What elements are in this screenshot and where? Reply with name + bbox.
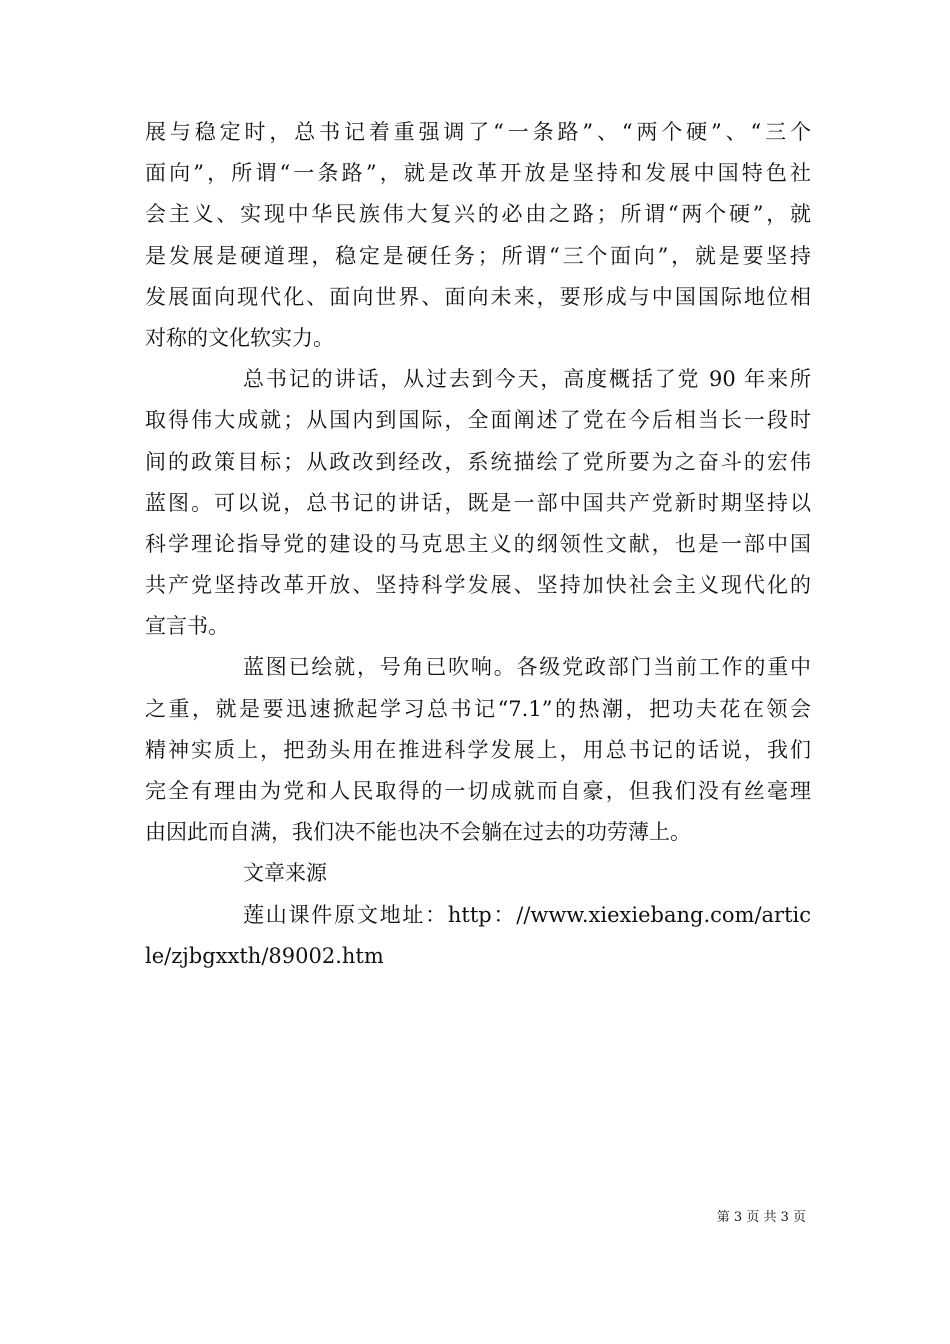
paragraph-first-line: 总书记的讲话，从过去到今天，高度概括了党 90 年来所: [243, 367, 811, 392]
text-line: 蓝图。可以说，总书记的讲话，既是一部中国共产党新时期坚持以: [145, 490, 811, 515]
page-footer: 第 3 页 共 3 页: [716, 1210, 806, 1225]
text-line: 是发展是硬道理，稳定是硬任务；所谓“三个面向”，就是要坚持: [145, 243, 811, 268]
text-line: 对称的文化软实力。: [145, 325, 334, 350]
source-url-line[interactable]: 莲山课件原文地址：http：//www.xiexiebang.com/artic: [243, 902, 811, 927]
text-line: 展与稳定时，总书记着重强调了“一条路”、“两个硬”、“三个: [145, 120, 811, 144]
paragraph-first-line: 蓝图已绘就，号角已吹响。各级党政部门当前工作的重中: [243, 655, 811, 680]
text-line: 面向”，所谓“一条路”，就是改革开放是坚持和发展中国特色社: [145, 161, 811, 186]
text-line: 完全有理由为党和人民取得的一切成就而自豪，但我们没有丝毫理: [145, 779, 811, 803]
text-line: 会主义、实现中华民族伟大复兴的必由之路；所谓“两个硬”，就: [145, 202, 811, 227]
text-line: 取得伟大成就；从国内到国际，全面阐述了党在今后相当长一段时: [145, 408, 811, 433]
source-label: 文章来源: [243, 861, 327, 886]
body-text: [145, 112, 811, 977]
source-url-line[interactable]: le/zjbgxxth/89002.htm: [145, 943, 384, 968]
text-line: 发展面向现代化、面向世界、面向未来，要形成与中国国际地位相: [145, 284, 811, 309]
text-line: 宣言书。: [145, 614, 229, 639]
text-line: 共产党坚持改革开放、坚持科学发展、坚持加快社会主义现代化的: [145, 573, 811, 598]
text-line: 之重，就是要迅速掀起学习总书记“7.1”的热潮，把功夫花在领会: [145, 696, 811, 721]
text-line: 精神实质上，把劲头用在推进科学发展上，用总书记的话说，我们: [145, 737, 811, 762]
text-line: 间的政策目标；从政改到经改，系统描绘了党所要为之奋斗的宏伟: [145, 449, 811, 474]
text-line: 科学理论指导党的建设的马克思主义的纲领性文献，也是一部中国: [145, 531, 811, 556]
text-line: 由因此而自满，我们决不能也决不会躺在过去的功劳薄上。: [145, 820, 691, 845]
